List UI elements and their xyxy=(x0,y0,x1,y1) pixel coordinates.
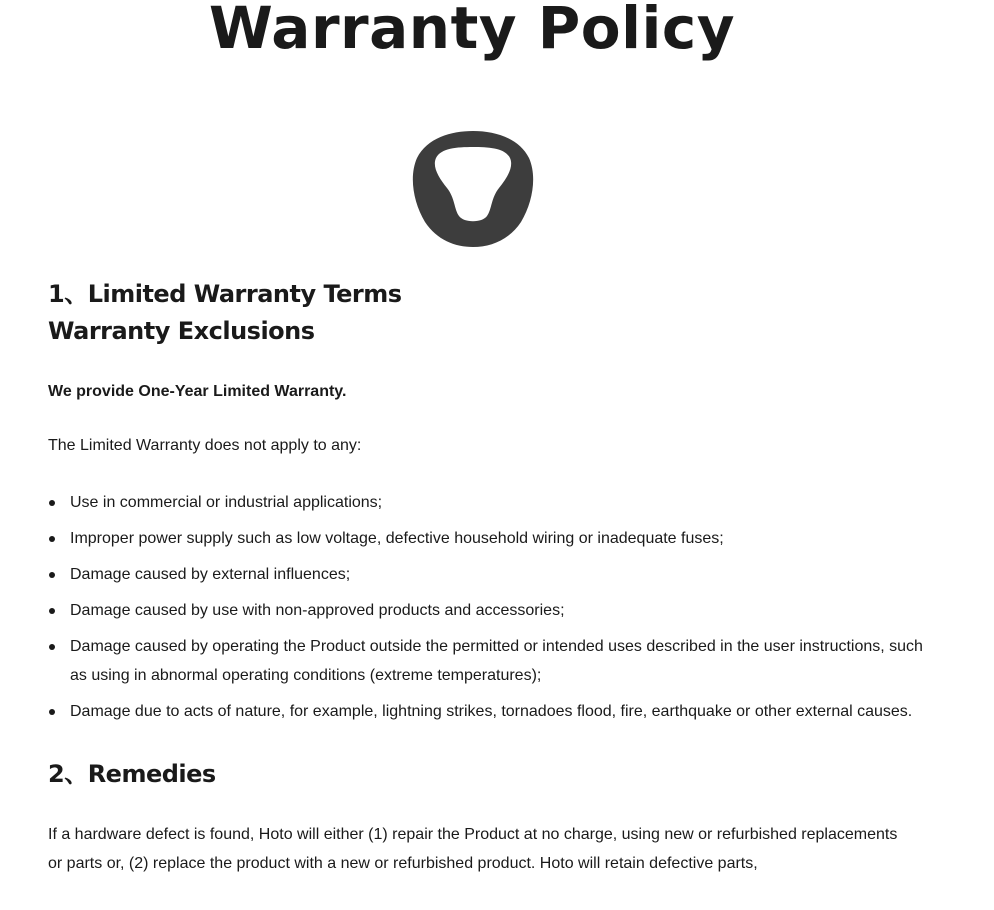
list-item: Damage caused by external influences; xyxy=(70,560,928,589)
remedies-paragraph: If a hardware defect is found, Hoto will either (1) repair the Product at no charge, using new or refurbished replacements or parts or, (2) replace the product with a new or refurbished product. Hoto will retain defective parts, xyxy=(48,826,898,872)
one-year-warranty-statement: We provide One-Year Limited Warranty. xyxy=(48,383,347,400)
subheading-warranty-exclusions: Warranty Exclusions xyxy=(48,317,315,345)
list-item: Damage caused by use with non-approved products and accessories; xyxy=(70,596,928,625)
policy-content xyxy=(48,276,928,878)
section-heading-remedies: 2、Remedies xyxy=(48,760,216,788)
exclusions-list xyxy=(48,488,928,726)
list-item: Improper power supply such as low voltage, defective household wiring or inadequate fuses; xyxy=(70,524,928,553)
logo-shape xyxy=(413,131,533,247)
list-item: Use in commercial or industrial applications; xyxy=(70,488,928,517)
list-item: Damage caused by operating the Product outside the permitted or intended uses described in the user instructions, such as using in abnormal operating conditions (extreme temperatures); xyxy=(70,632,928,690)
page-title: Warranty Policy xyxy=(208,0,736,62)
hoto-logo-icon xyxy=(411,130,535,248)
exclusions-intro: The Limited Warranty does not apply to any: xyxy=(48,437,362,454)
list-item: Damage due to acts of nature, for example, lightning strikes, tornadoes flood, fire, earthquake or other external causes. xyxy=(70,697,928,726)
section-heading-limited-warranty: 1、Limited Warranty Terms xyxy=(48,280,402,308)
